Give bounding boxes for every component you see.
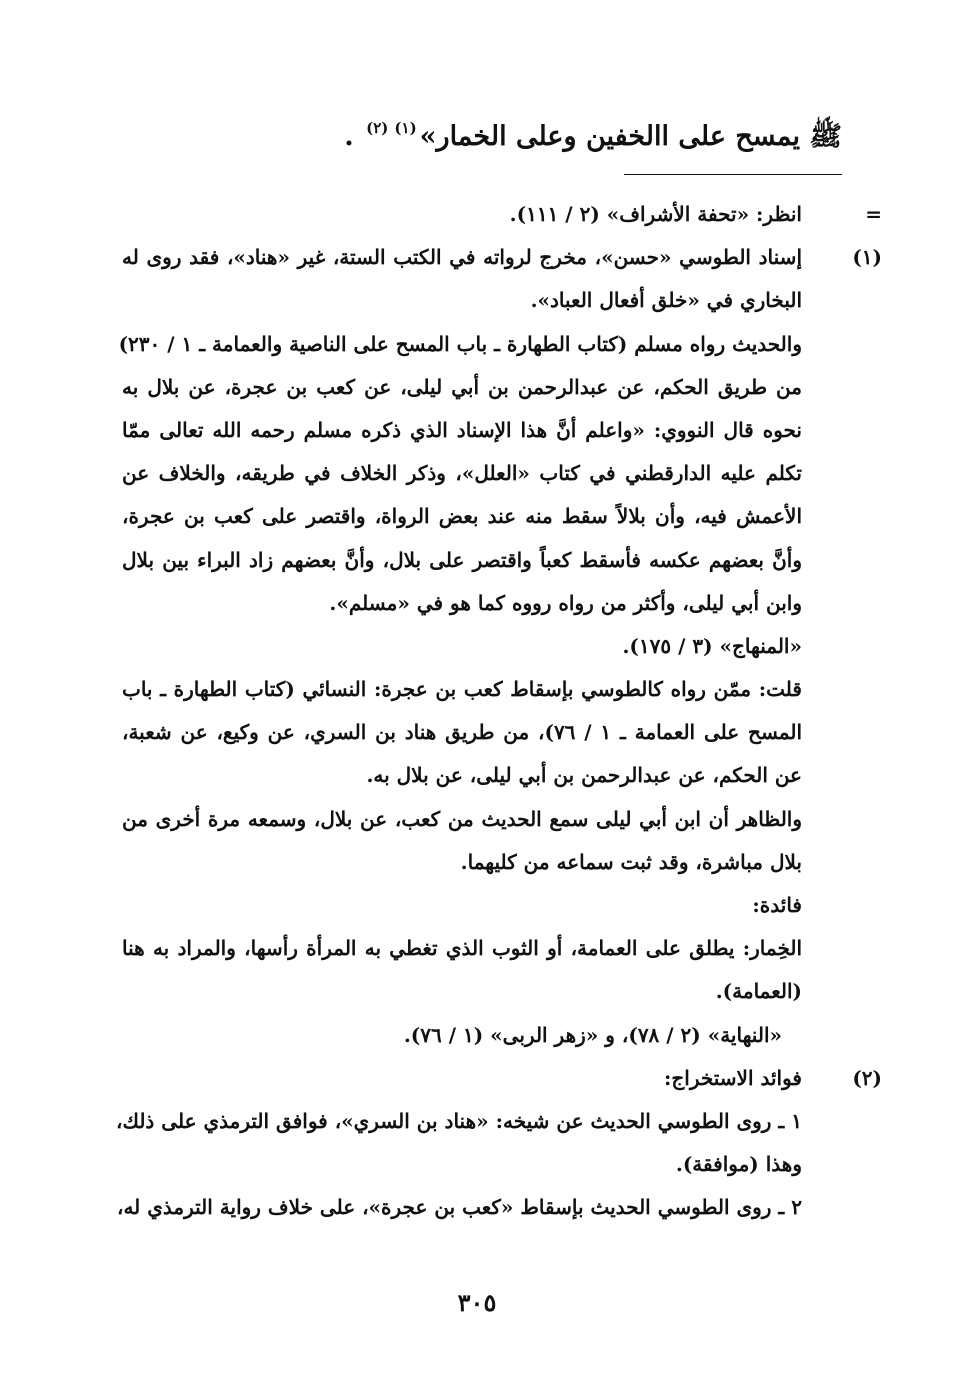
footnote-text: تكلم عليه الدارقطني في كتاب «العلل»، وذكر الخلاف في طريقه، والخلاف عن [122, 461, 802, 486]
footnote-line [122, 668, 842, 711]
footnote-ref-1[interactable]: (١) [394, 119, 417, 137]
footnote-text: والحديث رواه مسلم (كتاب الطهارة ـ باب المسح على الناصية والعمامة ـ ١ / ٢٣٠) [118, 331, 802, 356]
footnote-text: من طريق الحكم، عن عبدالرحمن بن أبي ليلى، عن كعب بن عجرة، عن بلال به [122, 374, 802, 399]
footnote-text: وابن أبي ليلى، وأكثر من رواه رووه كما هو في «مسلم». [329, 590, 802, 615]
footnote-text: بلال مباشرة، وقد ثبت سماعه من كليهما. [460, 849, 802, 874]
footnote-line [118, 323, 842, 366]
footnote-text: عن الحكم، عن عبدالرحمن بن أبي ليلى، عن بلال به. [366, 763, 802, 788]
footnote-text: إسناد الطوسي «حسن»، مخرج لرواته في الكتب الستة، غير «هناد»، فقد روى له [122, 245, 802, 270]
footnote-separator [624, 174, 842, 175]
footnote-line [122, 279, 842, 322]
footnote-text: «المنهاج» (٣ / ١٧٥). [622, 633, 802, 658]
footnote-line [122, 193, 882, 236]
footnote-text: فائدة: [752, 893, 802, 917]
footnote-line [122, 1143, 842, 1186]
footnote-line [122, 841, 842, 884]
footnote-text: المسح على العمامة ـ ١ / ٧٦)، من طريق هناد بن السري، عن وكيع، عن شعبة، [122, 720, 802, 745]
footnote-text: (العمامة). [715, 979, 802, 1004]
footnote-text: فوائد الاستخراج: [663, 1065, 802, 1090]
hadith-end: . [344, 121, 354, 152]
footnote-text: ١ ـ روى الطوسي الحديث عن شيخه: «هناد بن السري»، فوافق الترمذي على ذلك، [116, 1108, 802, 1133]
footnote-line [122, 1057, 882, 1100]
footnote-line [122, 495, 842, 538]
footnote-line [122, 539, 842, 582]
footnote-text: وأنَّ بعضهم عكسه فأسقط كعباً واقتصر على بلال، وأنَّ بعضهم زاد البراء بين بلال [122, 547, 802, 572]
footnote-ref-2[interactable]: (٢) [366, 119, 389, 137]
footnote-text: نحوه قال النووي: «واعلم أنَّ هذا الإسناد الذي ذكره مسلم رحمه الله تعالى ممّا [122, 417, 802, 442]
footnote-text: البخاري في «خلق أفعال العباد». [530, 288, 802, 313]
footnote-line [122, 798, 842, 841]
footnote-line [122, 754, 842, 797]
footnote-marker: (٢) [852, 1065, 882, 1090]
footnote-line [122, 582, 842, 625]
footnote-line [122, 884, 842, 927]
footnote-text: انظر: «تحفة الأشراف» (٢ / ١١١). [509, 202, 802, 226]
footnote-line [122, 452, 842, 495]
footnote-line [122, 366, 842, 409]
footnote-line [122, 927, 842, 970]
hadith-text [282, 104, 842, 161]
footnote-text: الخِمار: يطلق على العمامة، أو الثوب الذي تغطي به المرأة رأسها، والمراد به هنا [122, 936, 802, 961]
footnote-line [122, 625, 842, 668]
footnote-text: قلت: ممّن رواه كالطوسي بإسقاط كعب بن عجرة: النسائي (كتاب الطهارة ـ باب [122, 677, 802, 702]
footnote-text: «النهاية» (٢ / ٧٨)، و «زهر الربى» (١ / ٧٦). [403, 1022, 782, 1047]
footnote-line [117, 1186, 842, 1229]
footnotes [116, 193, 882, 1230]
footnote-text: وهذا (موافقة). [675, 1152, 802, 1177]
footnote-marker: = [865, 202, 882, 226]
footnote-line [122, 711, 842, 754]
footnote-line [122, 236, 882, 279]
footnote-line [122, 970, 842, 1013]
footnote-text: ٢ ـ روى الطوسي الحديث بإسقاط «كعب بن عجرة»، على خلاف رواية الترمذي له، [117, 1195, 802, 1220]
footnote-line [122, 1014, 842, 1057]
footnote-line [122, 409, 842, 452]
footnote-marker: (١) [852, 245, 882, 270]
footnote-text: الأعمش فيه، وأن بلالاً سقط منه عند بعض الرواة، واقتصر على كعب بن عجرة، [122, 504, 802, 529]
footnote-line [116, 1100, 842, 1143]
page-number: ٣٠٥ [457, 1288, 497, 1317]
footnote-text: والظاهر أن ابن أبي ليلى سمع الحديث من كعب، عن بلال، وسمعه مرة أخرى من [122, 806, 802, 831]
hadith-body: ﷺ يمسح على االخفين وعلى الخمار» [419, 121, 842, 152]
